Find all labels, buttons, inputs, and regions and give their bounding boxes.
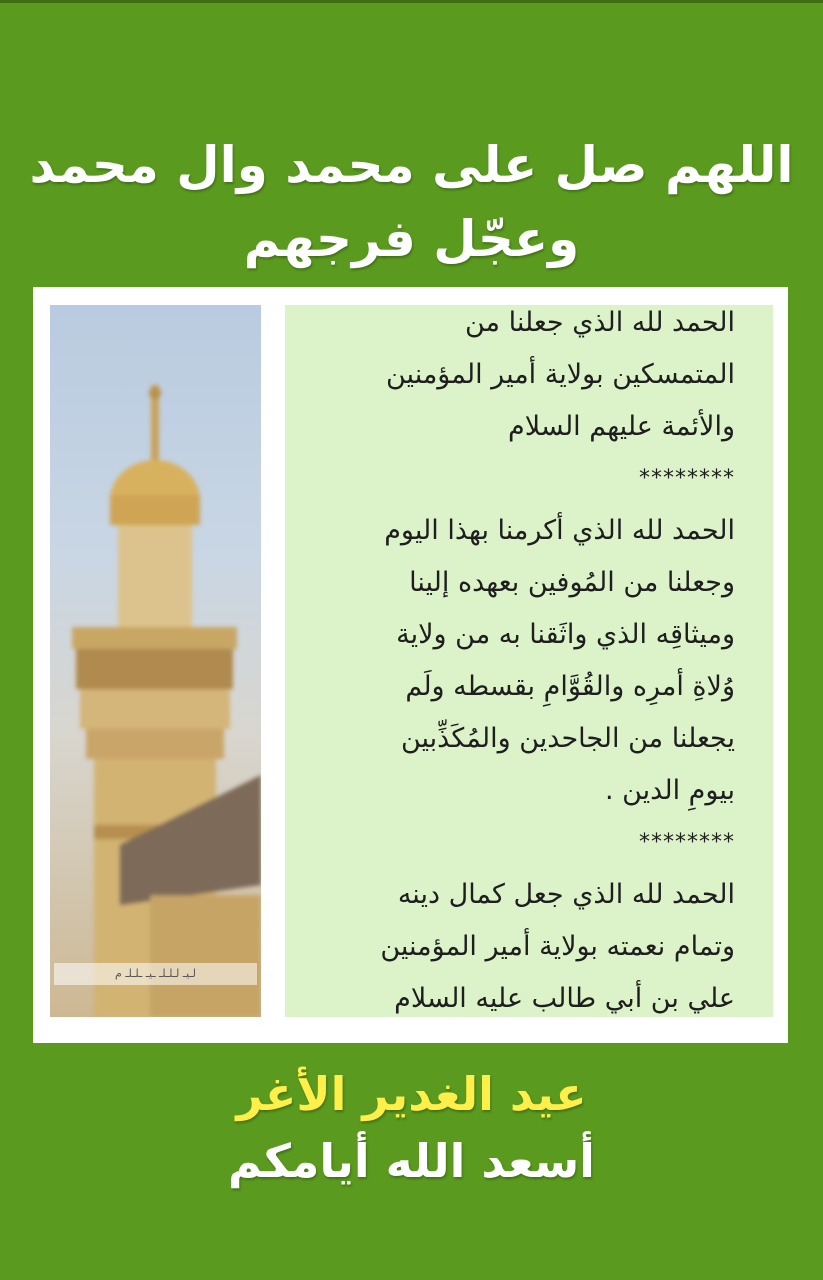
minaret-photo [50, 305, 261, 1017]
message-line: وُلاةِ أمرِه والقُوَّامِ بقسطه ولَم [405, 671, 735, 702]
message-line: والأئمة عليهم السلام [508, 411, 735, 442]
message-line: يجعلنا من الجاحدين والمُكَذِّبين [400, 723, 735, 754]
separator-stars: ******** [639, 466, 735, 491]
header-line-1: اللهم صل على محمد وال محمد [29, 136, 794, 194]
message-text [295, 305, 735, 1017]
footer-greeting [0, 1062, 823, 1196]
message-line: علي بن أبي طالب عليه السلام [394, 983, 735, 1014]
message-line: وتمام نعمته بولاية أمير المؤمنين [380, 931, 735, 962]
message-line: الحمد لله الذي جعل كمال دينه [397, 879, 735, 910]
footer-line-2: أسعد الله أيامكم [228, 1134, 595, 1188]
message-line: المتمسكين بولاية أمير المؤمنين [386, 359, 735, 390]
header-line-2: وعجّل فرجهم [243, 210, 580, 268]
header-title [0, 128, 823, 276]
footer-line-1: عيد الغدير الأغر [236, 1067, 587, 1121]
photo-caption: لـيـ لـلـلـ ـيـ ـلـلـ م [54, 963, 257, 985]
minaret-illustration [50, 305, 261, 1017]
message-line: بيومِ الدين . [604, 775, 735, 806]
top-strip [0, 0, 823, 3]
message-line: وميثاقِه الذي واثَقنا به من ولاية [396, 619, 735, 650]
message-line: وجعلنا من المُوفين بعهده إلينا [409, 567, 735, 598]
message-line: الحمد لله الذي أكرمنا بهذا اليوم [384, 515, 735, 546]
message-line: الحمد لله الذي جعلنا من [465, 307, 735, 338]
content-card [33, 287, 788, 1043]
message-panel [285, 305, 773, 1017]
separator-stars: ******** [639, 830, 735, 855]
